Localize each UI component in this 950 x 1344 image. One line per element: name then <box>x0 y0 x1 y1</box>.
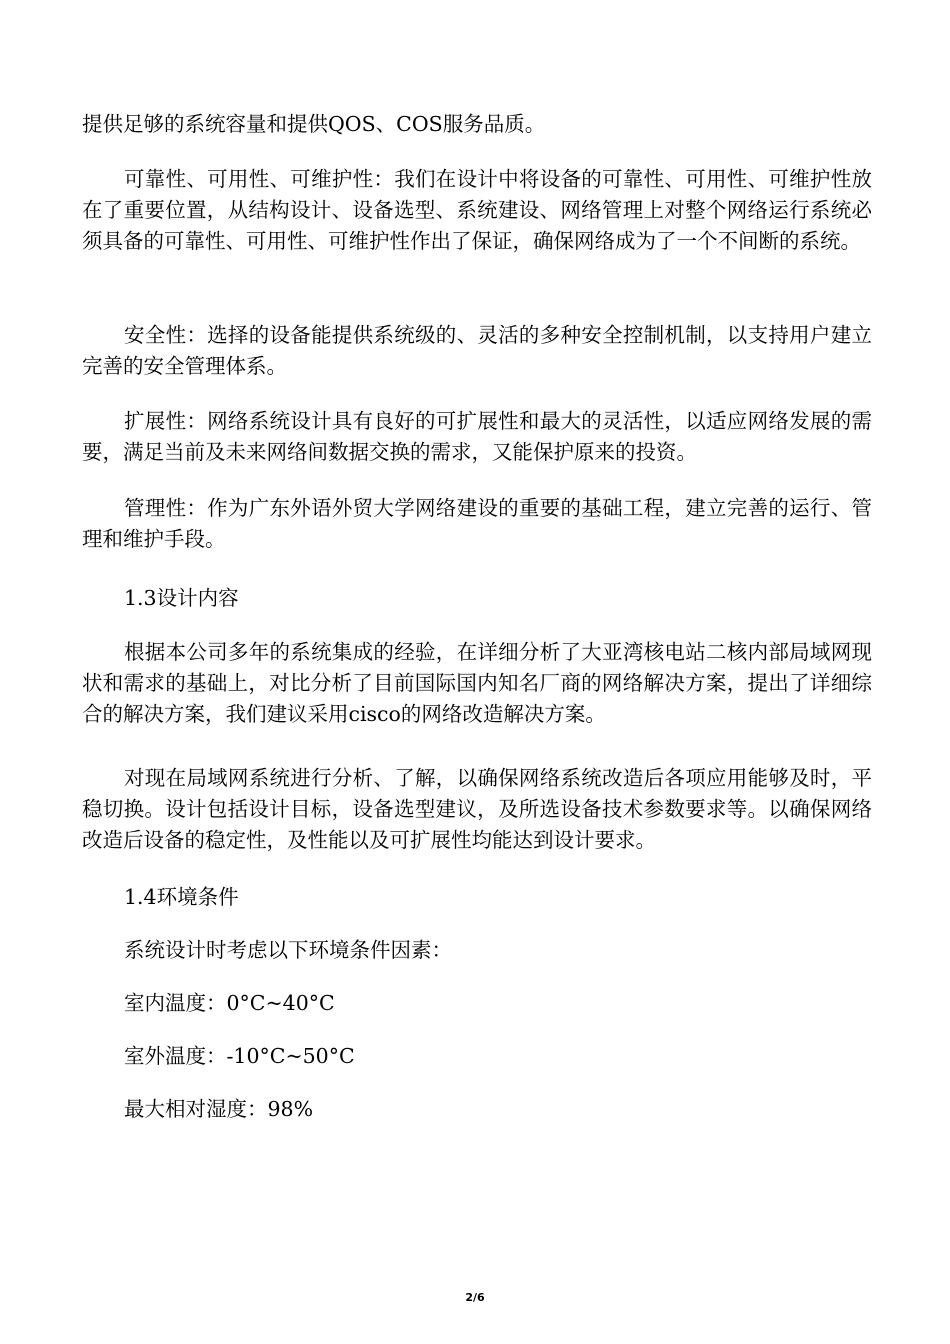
environment-intro: 系统设计时考虑以下环境条件因素： <box>124 938 452 962</box>
paragraph-security: 安全性：选择的设备能提供系统级的、灵活的多种安全控制机制，以支持用户建立完善的安全管理体系。 <box>82 323 872 378</box>
indoor-temperature: 室内温度：0°C~40°C <box>124 991 335 1015</box>
paragraph-reliability: 可靠性、可用性、可维护性：我们在设计中将设备的可靠性、可用性、可维护性放在了重要位置，从结构设计、设备选型、系统建设、网络管理上对整个网络运行系统必须具备的可靠性、可用性、可维护性作出了保证，确保网络成为了一个不间断的系统。 <box>82 167 872 253</box>
page-number: 2/6 <box>465 1291 485 1304</box>
paragraph-capacity-qos: 提供足够的系统容量和提供QOS、COS服务品质。 <box>82 112 546 136</box>
paragraph-analysis: 对现在局域网系统进行分析、了解，以确保网络系统改造后各项应用能够及时，平稳切换。设计包括设计目标，设备选型建议，及所选设备技术参数要求等。以确保网络改造后设备的稳定性，及性能以及可扩展性均能达到设计要求。 <box>82 766 872 852</box>
section-heading-design-content: 1.3设计内容 <box>124 586 239 610</box>
section-heading-environment: 1.4环境条件 <box>124 885 239 909</box>
max-relative-humidity: 最大相对湿度：98% <box>124 1097 314 1121</box>
paragraph-manageability: 管理性：作为广东外语外贸大学网络建设的重要的基础工程，建立完善的运行、管理和维护手段。 <box>82 496 872 551</box>
outdoor-temperature: 室外温度：-10°C~50°C <box>124 1044 355 1068</box>
paragraph-scalability: 扩展性：网络系统设计具有良好的可扩展性和最大的灵活性，以适应网络发展的需要，满足当前及未来网络间数据交换的需求，又能保护原来的投资。 <box>82 409 872 464</box>
paragraph-design-basis: 根据本公司多年的系统集成的经验，在详细分析了大亚湾核电站二核内部局域网现状和需求的基础上，对比分析了目前国际国内知名厂商的网络解决方案，提出了详细综合的解决方案，我们建议采用cisco的网络改造解决方案。 <box>82 640 872 726</box>
